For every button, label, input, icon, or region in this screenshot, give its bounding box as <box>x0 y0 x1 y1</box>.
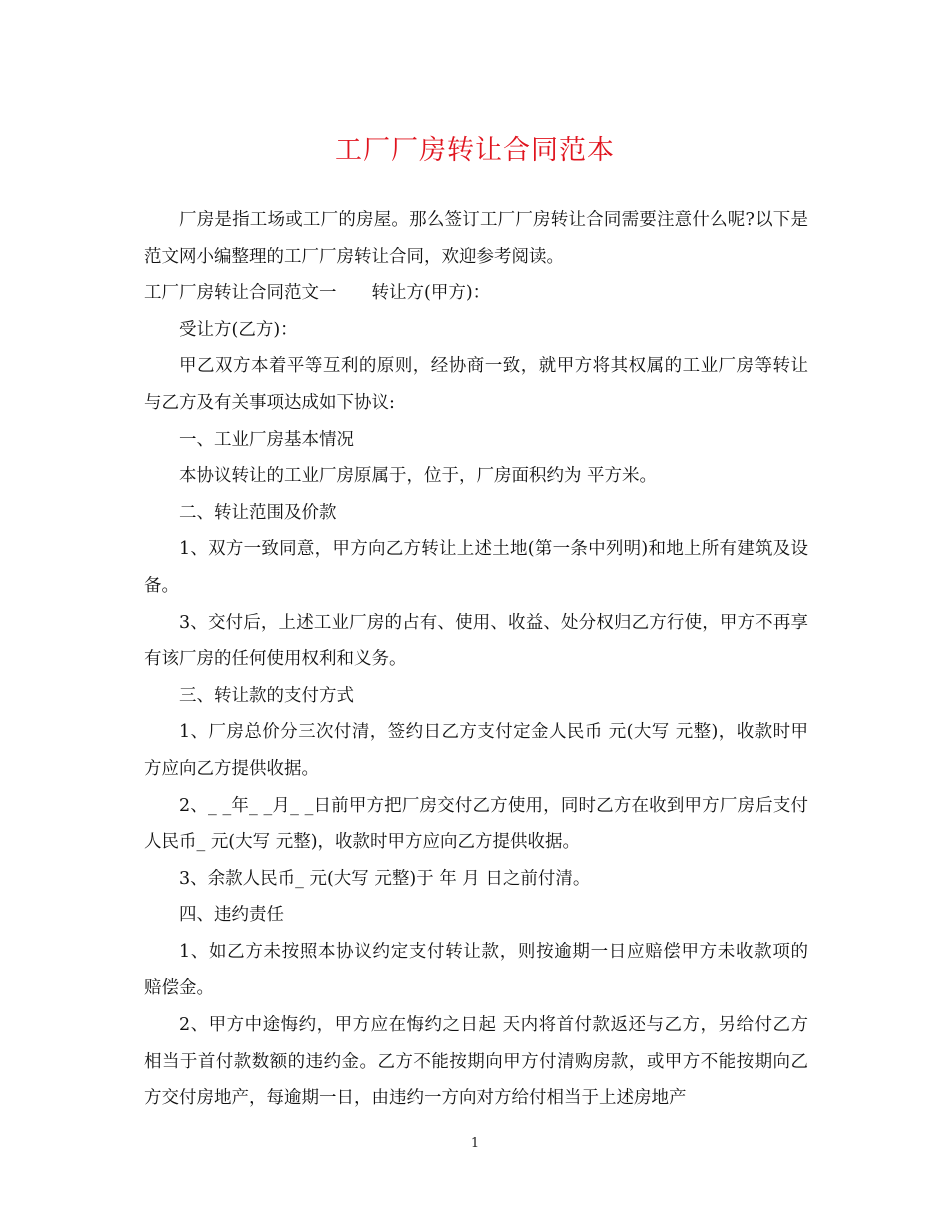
paragraph: 厂房是指工场或工厂的房屋。那么签订工厂厂房转让合同需要注意什么呢?以下是范文网小编整理的工厂厂房转让合同，欢迎参考阅读。 <box>144 210 808 267</box>
document-title: 工厂厂房转让合同范本 <box>335 135 615 166</box>
section-heading: 三、转让款的支付方式 <box>179 685 354 706</box>
paragraph: 受让方(乙方)： <box>179 319 298 340</box>
paragraph: 2、甲方中途悔约，甲方应在悔约之日起 天内将首付款返还与乙方，另给付乙方相当于首付款数额的违约金。乙方不能按期向甲方付清购房款，或甲方不能按期向乙方交付房地产，每逾期一日，由违约一方向对方给付相当于上述房地产 <box>144 1015 808 1109</box>
document-body <box>144 202 808 1117</box>
section-heading: 四、违约责任 <box>179 905 284 926</box>
paragraph: 3、交付后，上述工业厂房的占有、使用、收益、处分权归乙方行使，甲方不再享有该厂房的任何使用权利和义务。 <box>144 612 808 670</box>
paragraph: 本协议转让的工业厂房原属于，位于，厂房面积约为 平方米。 <box>179 466 658 487</box>
paragraph: 3、余款人民币_ 元(大写 元整)于 年 月 日之前付清。 <box>179 868 591 889</box>
page-number: 1 <box>470 1136 480 1151</box>
paragraph: 1、厂房总价分三次付清，签约日乙方支付定金人民币 元(大写 元整)，收款时甲方应向乙方提供收据。 <box>144 722 808 779</box>
paragraph: 1、双方一致同意，甲方向乙方转让上述土地(第一条中列明)和地上所有建筑及设备。 <box>144 539 808 596</box>
section-heading: 二、转让范围及价款 <box>179 502 337 523</box>
paragraph: 1、如乙方未按照本协议约定支付转让款，则按逾期一日应赔偿甲方未收款项的 赔偿金。 <box>144 941 808 999</box>
paragraph: 甲乙双方本着平等互利的原则，经协商一致，就甲方将其权属的工业厂房等转让与乙方及有关事项达成如下协议: <box>144 356 808 413</box>
paragraph: 2、_ _年_ _月_ _日前甲方把厂房交付乙方使用，同时乙方在收到甲方厂房后支付人民币_ 元(大写 元整)，收款时甲方应向乙方提供收据。 <box>144 795 808 853</box>
section-heading: 一、工业厂房基本情况 <box>179 429 354 450</box>
paragraph: 工厂厂房转让合同范文一 转让方(甲方)： <box>144 283 491 304</box>
